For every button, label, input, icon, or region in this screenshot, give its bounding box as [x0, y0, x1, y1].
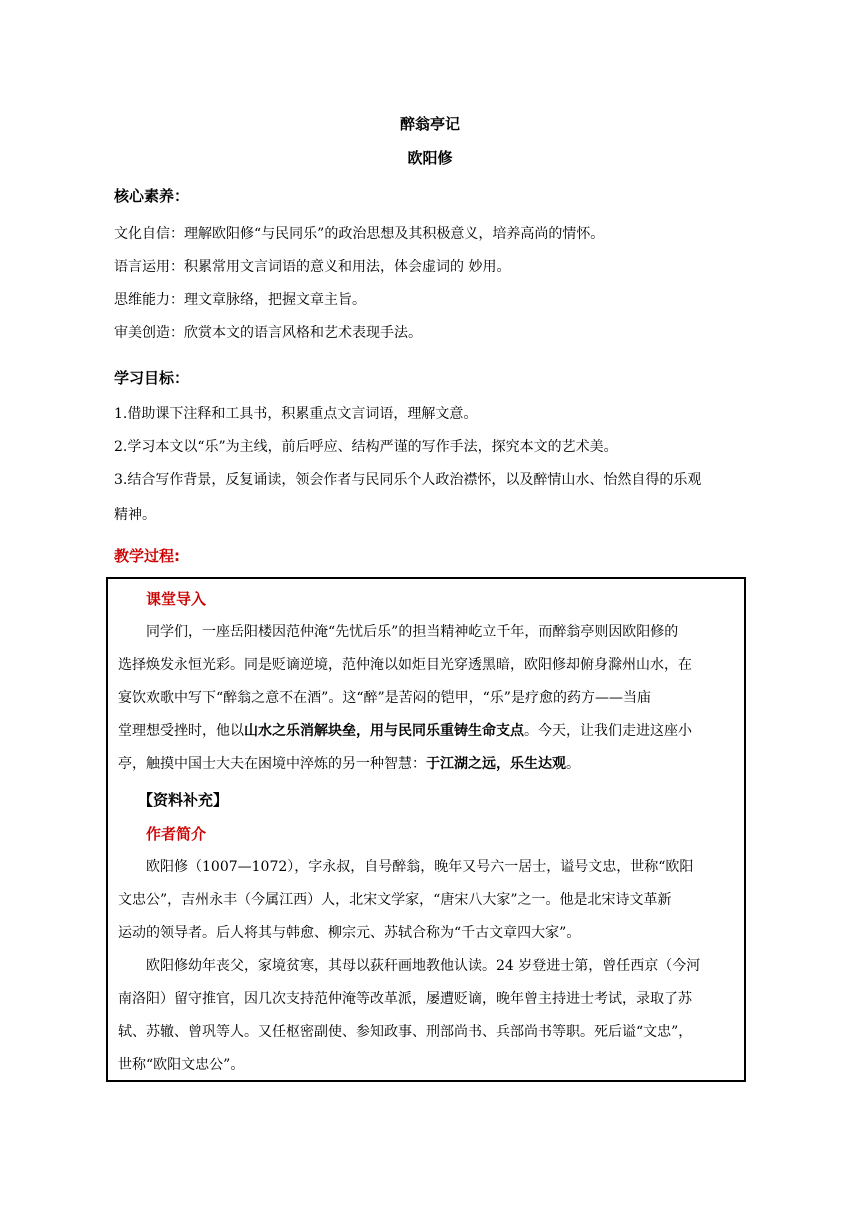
document-author: 欧阳修	[407, 149, 453, 167]
bio-line-7: 世称“欧阳文忠公”。	[118, 1057, 245, 1073]
bio-line-3: 运动的领导者。后人将其与韩愈、柳宗元、苏轼合称为“千古文章四大家”。	[118, 925, 581, 941]
bio-line-2: 文忠公”，吉州永丰（今属江西）人，北宋文学家，“唐宋八大家”之一。他是北宋诗文革新	[118, 892, 672, 908]
intro-line-3: 宴饮欢歌中写下“醉翁之意不在酒”。这“醉”是苦闷的铠甲，“乐”是疗愈的药方——当庙	[118, 690, 651, 706]
intro-emphasis-2: 于江湖之远，乐生达观	[426, 756, 566, 772]
bio-line-6: 轼、苏辙、曾巩等人。又任枢密副使、参知政事、刑部尚书、兵部尚书等职。死后谥“文忠”，	[118, 1024, 693, 1040]
intro-line-4-c: 。今天，让我们走进这座小	[524, 723, 692, 739]
author-bio-heading: 作者简介	[146, 825, 207, 843]
supplement-heading: 【资料补充】	[138, 791, 229, 809]
core-line-language: 语言运用：积累常用文言词语的意义和用法，体会虚词的 妙用。	[114, 259, 511, 275]
intro-line-5-a: 亭，触摸中国士大夫在困境中淬炼的另一种智慧：	[118, 756, 426, 772]
intro-line-4	[118, 721, 738, 741]
goal-line-1: 1.借助课下注释和工具书，积累重点文言词语，理解文意。	[114, 406, 478, 422]
core-line-aesthetic: 审美创造：欣赏本文的语言风格和艺术表现手法。	[114, 325, 422, 341]
goal-line-2: 2.学习本文以“乐”为主线，前后呼应、结构严谨的写作手法，探究本文的艺术美。	[114, 439, 618, 455]
goal-line-3-cont: 精神。	[114, 507, 156, 523]
intro-line-5	[118, 754, 738, 774]
intro-line-5-c: 。	[566, 756, 580, 772]
intro-line-4-a: 堂理想受挫时，他以	[118, 723, 244, 739]
document-title: 醉翁亭记	[399, 115, 460, 133]
teaching-process-heading: 教学过程:	[114, 547, 180, 565]
intro-heading: 课堂导入	[146, 590, 207, 608]
bio-line-5: 南洛阳）留守推官，因几次支持范仲淹等改革派，屡遭贬谪，晚年曾主持进士考试，录取了苏	[118, 991, 692, 1007]
core-literacy-heading: 核心素养：	[114, 187, 190, 205]
goal-line-3: 3.结合写作背景，反复诵读，领会作者与民同乐个人政治襟怀，以及醉情山水、怡然自得的乐观	[114, 472, 702, 488]
bio-line-1: 欧阳修（1007—1072），字永叔，自号醉翁，晚年又号六一居士，谥号文忠，世称“欧阳	[146, 859, 694, 875]
learning-goals-heading: 学习目标：	[114, 369, 190, 387]
intro-line-1: 同学们，一座岳阳楼因范仲淹“先忧后乐”的担当精神屹立千年，而醉翁亭则因欧阳修的	[146, 624, 679, 640]
intro-line-2: 选择焕发永恒光彩。同是贬谪逆境，范仲淹以如炬目光穿透黑暗，欧阳修却俯身滁州山水，在	[118, 657, 692, 673]
core-line-thinking: 思维能力：理文章脉络，把握文章主旨。	[114, 292, 366, 308]
teaching-process-box	[106, 577, 746, 1082]
core-line-culture: 文化自信：理解欧阳修“与民同乐”的政治思想及其积极意义，培养高尚的情怀。	[114, 226, 605, 242]
bio-line-4: 欧阳修幼年丧父，家境贫寒，其母以荻秆画地教他认读。24 岁登进士第，曾任西京（今河	[146, 958, 701, 974]
intro-emphasis-1: 山水之乐消解块垒，用与民同乐重铸生命支点	[244, 723, 524, 739]
